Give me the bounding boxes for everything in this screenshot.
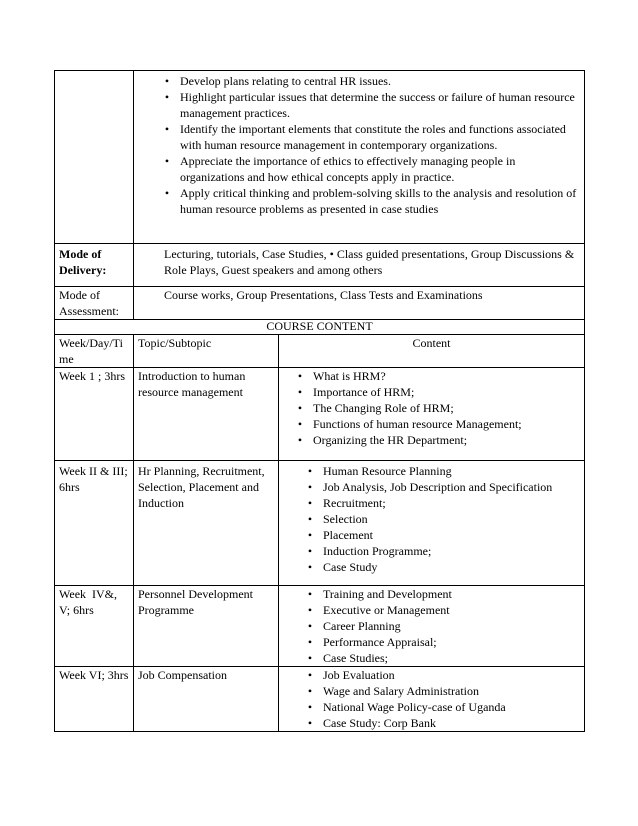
list-item: • Organizing the HR Department; [313, 432, 580, 448]
week-cell: Week 1 ; 3hrs [55, 368, 134, 461]
bullet-icon: • [307, 512, 313, 526]
topic-cell: Job Compensation [134, 667, 279, 732]
header-content: Content [279, 335, 585, 368]
objectives-cell [134, 71, 585, 244]
list-item: • Importance of HRM; [313, 384, 580, 400]
bullet-icon: • [307, 464, 313, 478]
content-list [283, 368, 580, 448]
bullet-icon: • [307, 603, 313, 617]
list-item: • Training and Development [323, 586, 580, 602]
week-cell: Week II & III; 6hrs [55, 461, 134, 586]
bullet-icon: • [307, 619, 313, 633]
header-week: Week/Day/Time [55, 335, 134, 368]
bullet-icon: • [307, 544, 313, 558]
bullet-icon: • [164, 74, 170, 88]
bullet-icon: • [164, 122, 170, 136]
content-list [283, 463, 580, 575]
bullet-icon: • [307, 684, 313, 698]
delivery-label: Mode of Delivery: [55, 244, 134, 287]
list-item: • Recruitment; [323, 495, 580, 511]
assessment-row [55, 287, 585, 320]
delivery-row [55, 244, 585, 287]
table-header-row [55, 335, 585, 368]
objectives-list [138, 71, 580, 217]
content-list [283, 667, 580, 731]
list-item: • Executive or Management [323, 602, 580, 618]
course-outline-table [54, 70, 585, 732]
content-cell [279, 461, 585, 586]
bullet-icon: • [307, 651, 313, 665]
bullet-icon: • [297, 417, 303, 431]
list-item: • What is HRM? [313, 368, 580, 384]
bullet-icon: • [164, 154, 170, 168]
table-row [55, 461, 585, 586]
list-item: • Performance Appraisal; [323, 634, 580, 650]
topic-cell: Introduction to human resource management [134, 368, 279, 461]
list-item: • Appreciate the importance of ethics to effectively managing people in organizations and how ethical concepts apply in practice. [180, 153, 580, 185]
bullet-icon: • [307, 480, 313, 494]
list-item: • Identify the important elements that constitute the roles and functions associated with human resource management in contemporary organizations. [180, 121, 580, 153]
bullet-icon: • [307, 635, 313, 649]
bullet-icon: • [164, 90, 170, 104]
table-row [55, 368, 585, 461]
course-content-title: COURSE CONTENT [55, 320, 585, 335]
content-list [283, 586, 580, 666]
course-content-title-row [55, 320, 585, 335]
list-item: • Job Analysis, Job Description and Specification [323, 479, 580, 495]
bullet-icon: • [164, 186, 170, 200]
assessment-label: Mode of Assessment: [55, 287, 134, 320]
bullet-icon: • [297, 433, 303, 447]
topic-cell: Hr Planning, Recruitment, Selection, Placement and Induction [134, 461, 279, 586]
header-topic: Topic/Subtopic [134, 335, 279, 368]
bullet-icon: • [297, 385, 303, 399]
bullet-icon: • [307, 528, 313, 542]
list-item: • Apply critical thinking and problem-solving skills to the analysis and resolution of human resource problems as presented in case studies [180, 185, 580, 217]
table-row [55, 667, 585, 732]
week-cell: Week VI; 3hrs [55, 667, 134, 732]
list-item: • Develop plans relating to central HR issues. [180, 73, 580, 89]
list-item: • National Wage Policy-case of Uganda [323, 699, 580, 715]
list-item: • Human Resource Planning [323, 463, 580, 479]
list-item: • Career Planning [323, 618, 580, 634]
objectives-label-cell [55, 71, 134, 244]
list-item: • Highlight particular issues that determine the success or failure of human resource management practices. [180, 89, 580, 121]
bullet-icon: • [307, 587, 313, 601]
list-item: • Wage and Salary Administration [323, 683, 580, 699]
list-item: • The Changing Role of HRM; [313, 400, 580, 416]
bullet-icon: • [307, 668, 313, 682]
content-cell [279, 368, 585, 461]
list-item: • Case Study: Corp Bank [323, 715, 580, 731]
list-item: • Functions of human resource Management; [313, 416, 580, 432]
week-cell: Week IV&, V; 6hrs [55, 586, 134, 667]
bullet-icon: • [307, 496, 313, 510]
topic-cell: Personnel Development Programme [134, 586, 279, 667]
list-item: • Selection [323, 511, 580, 527]
bullet-icon: • [307, 716, 313, 730]
bullet-icon: • [297, 369, 303, 383]
bullet-icon: • [307, 560, 313, 574]
list-item: • Case Studies; [323, 650, 580, 666]
content-cell [279, 667, 585, 732]
bullet-icon: • [307, 700, 313, 714]
list-item: • Case Study [323, 559, 580, 575]
list-item: • Job Evaluation [323, 667, 580, 683]
assessment-text: Course works, Group Presentations, Class Tests and Examinations [134, 287, 585, 320]
bullet-icon: • [297, 401, 303, 415]
list-item: • Placement [323, 527, 580, 543]
objectives-row [55, 71, 585, 244]
delivery-text: Lecturing, tutorials, Case Studies, • Class guided presentations, Group Discussions & Role Plays, Guest speakers and among others [134, 244, 585, 287]
table-row [55, 586, 585, 667]
content-cell [279, 586, 585, 667]
list-item: • Induction Programme; [323, 543, 580, 559]
